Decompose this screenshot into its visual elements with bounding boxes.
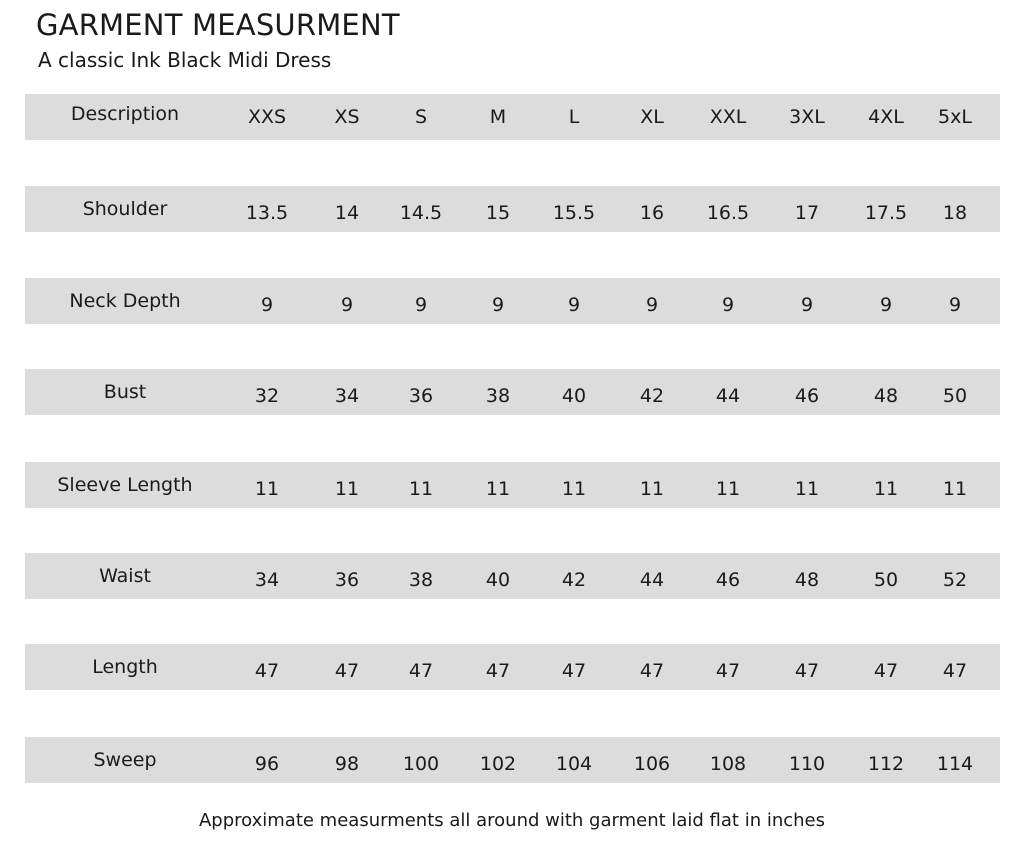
table-cell: 47 <box>715 660 741 682</box>
table-cell: 47 <box>485 660 511 682</box>
table-cell: 18 <box>942 202 968 224</box>
table-cell: 11 <box>485 478 511 500</box>
table-cell: 52 <box>942 569 968 591</box>
table-cell: 47 <box>639 660 665 682</box>
table-cell: 16.5 <box>706 202 750 224</box>
table-cell: 40 <box>485 569 511 591</box>
table-cell: 110 <box>788 753 826 775</box>
table-cell: 36 <box>408 385 434 407</box>
table-cell: 102 <box>479 753 517 775</box>
table-cell: 9 <box>491 294 505 316</box>
table-cell: 50 <box>942 385 968 407</box>
table-cell: 17 <box>794 202 820 224</box>
table-cell: 14.5 <box>399 202 443 224</box>
header-description: Description <box>70 103 180 125</box>
table-cell: 44 <box>639 569 665 591</box>
table-cell: 11 <box>794 478 820 500</box>
table-cell: 9 <box>414 294 428 316</box>
table-cell: 36 <box>334 569 360 591</box>
table-cell: 50 <box>873 569 899 591</box>
row-label: Sleeve Length <box>57 474 193 496</box>
page-title: GARMENT MEASURMENT <box>36 8 400 42</box>
row-label: Length <box>92 656 158 678</box>
table-cell: 42 <box>639 385 665 407</box>
table-cell: 9 <box>948 294 962 316</box>
header-size-cell: L <box>568 106 580 128</box>
table-cell: 42 <box>561 569 587 591</box>
table-cell: 11 <box>334 478 360 500</box>
table-cell: 48 <box>873 385 899 407</box>
header-size-cell: XXS <box>247 106 287 128</box>
row-label: Bust <box>103 381 147 403</box>
table-cell: 98 <box>334 753 360 775</box>
table-cell: 11 <box>942 478 968 500</box>
table-cell: 114 <box>936 753 974 775</box>
row-label: Sweep <box>93 749 157 771</box>
table-cell: 100 <box>402 753 440 775</box>
table-cell: 16 <box>639 202 665 224</box>
table-cell: 47 <box>334 660 360 682</box>
table-cell: 9 <box>879 294 893 316</box>
table-cell: 47 <box>873 660 899 682</box>
table-cell: 48 <box>794 569 820 591</box>
table-cell: 32 <box>254 385 280 407</box>
table-cell: 47 <box>254 660 280 682</box>
table-cell: 106 <box>633 753 671 775</box>
table-cell: 9 <box>800 294 814 316</box>
table-cell: 38 <box>485 385 511 407</box>
table-cell: 34 <box>254 569 280 591</box>
table-cell: 15 <box>485 202 511 224</box>
table-cell: 17.5 <box>864 202 908 224</box>
table-cell: 104 <box>555 753 593 775</box>
table-cell: 46 <box>794 385 820 407</box>
table-cell: 34 <box>334 385 360 407</box>
table-cell: 11 <box>408 478 434 500</box>
row-label: Neck Depth <box>69 290 181 312</box>
table-cell: 96 <box>254 753 280 775</box>
table-cell: 47 <box>561 660 587 682</box>
header-size-cell: M <box>489 106 507 128</box>
row-label: Shoulder <box>82 198 168 220</box>
table-cell: 47 <box>794 660 820 682</box>
table-cell: 15.5 <box>552 202 596 224</box>
table-cell: 11 <box>561 478 587 500</box>
header-size-cell: 5xL <box>938 106 972 128</box>
header-size-cell: S <box>414 106 428 128</box>
table-cell: 11 <box>715 478 741 500</box>
header-size-cell: XL <box>640 106 664 128</box>
table-cell: 9 <box>260 294 274 316</box>
footer-note: Approximate measurments all around with garment laid flat in inches <box>198 810 826 831</box>
page-subtitle: A classic Ink Black Midi Dress <box>38 48 332 72</box>
table-cell: 38 <box>408 569 434 591</box>
table-cell: 14 <box>334 202 360 224</box>
table-cell: 47 <box>408 660 434 682</box>
table-cell: 40 <box>561 385 587 407</box>
table-cell: 112 <box>867 753 905 775</box>
table-cell: 9 <box>721 294 735 316</box>
table-cell: 9 <box>567 294 581 316</box>
header-size-cell: 4XL <box>868 106 904 128</box>
table-cell: 11 <box>254 478 280 500</box>
header-size-cell: 3XL <box>789 106 825 128</box>
table-cell: 46 <box>715 569 741 591</box>
table-cell: 44 <box>715 385 741 407</box>
table-cell: 9 <box>340 294 354 316</box>
table-cell: 47 <box>942 660 968 682</box>
table-cell: 11 <box>873 478 899 500</box>
table-cell: 9 <box>645 294 659 316</box>
table-cell: 13.5 <box>245 202 289 224</box>
header-size-cell: XXL <box>709 106 747 128</box>
header-size-cell: XS <box>334 106 360 128</box>
table-cell: 108 <box>709 753 747 775</box>
row-label: Waist <box>99 565 151 587</box>
table-cell: 11 <box>639 478 665 500</box>
